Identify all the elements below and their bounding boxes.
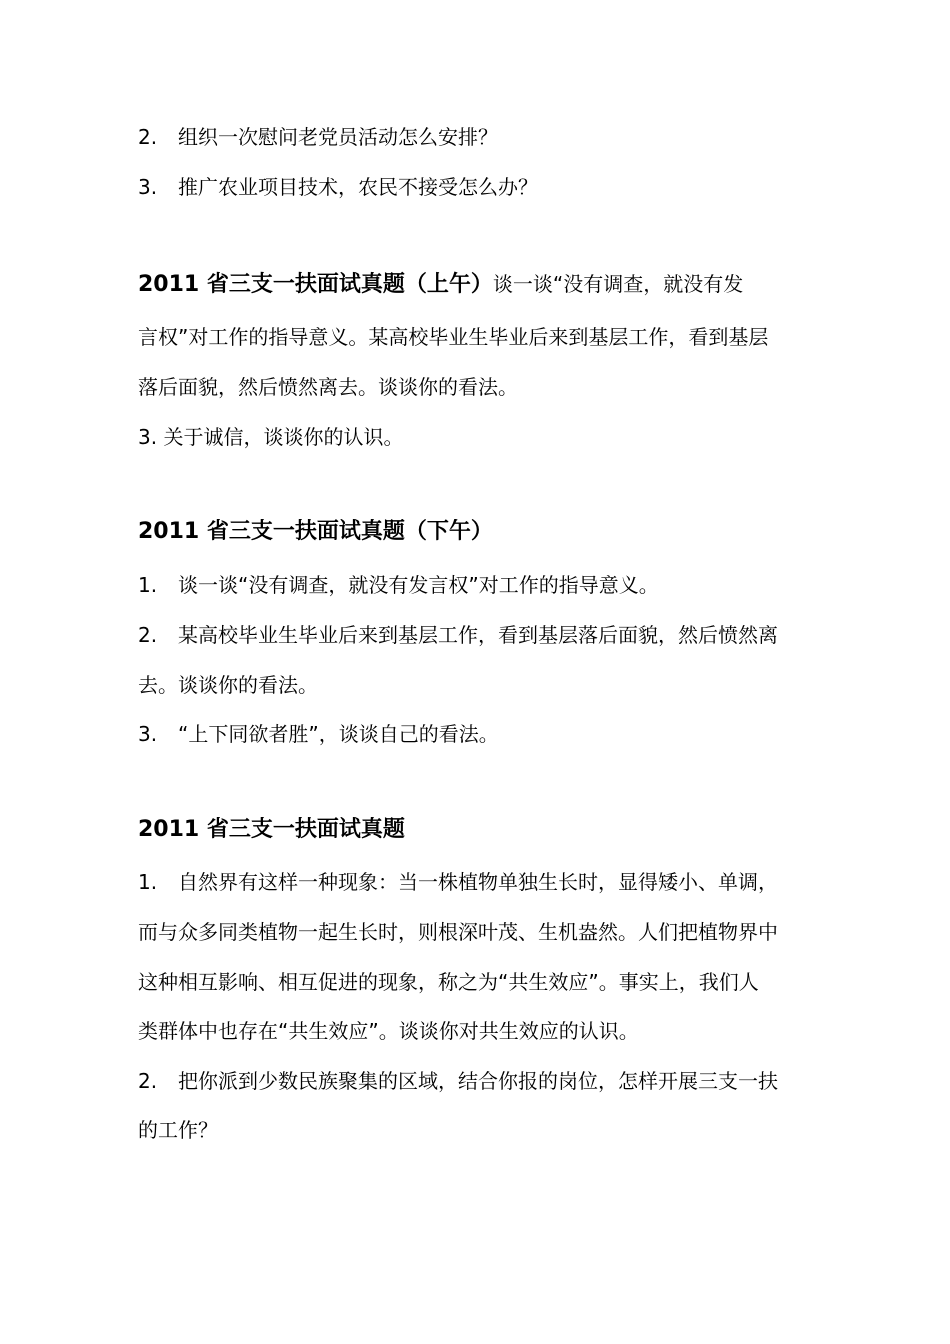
section-heading-morning (138, 271, 828, 298)
question-2 (138, 124, 828, 150)
question-text: 把你派到少数民族聚集的区域，结合你报的岗位，怎样开展三支一扶 (178, 1069, 778, 1093)
paragraph-line: 言权”对工作的指导意义。某高校毕业生毕业后来到基层工作，看到基层 (138, 325, 769, 349)
question-3-integrity: 3. 关于诚信，谈谈你的认识。 (138, 425, 404, 449)
paragraph-line: 这种相互影响、相互促进的现象，称之为“共生效应”。事实上，我们人 (138, 970, 759, 994)
section-title: 2011 省三支一扶面试真题（上午） (138, 272, 493, 297)
section-heading-afternoon: 2011 省三支一扶面试真题（下午） (138, 519, 493, 544)
paragraph-line: 类群体中也存在“共生效应”。谈谈你对共生效应的认识。 (138, 1019, 639, 1043)
list-item (138, 572, 828, 598)
paragraph-line: 去。谈谈你的看法。 (138, 673, 318, 697)
question-text: 某高校毕业生毕业后来到基层工作，看到基层落后面貌，然后愤然离 (178, 623, 778, 647)
list-item (138, 869, 828, 895)
question-number: 1. (138, 573, 158, 597)
question-number: 2. (138, 125, 158, 149)
question-text: “上下同欲者胜”，谈谈自己的看法。 (178, 722, 499, 746)
list-item (138, 721, 828, 747)
question-3 (138, 174, 828, 200)
paragraph-line: 落后面貌，然后愤然离去。谈谈你的看法。 (138, 375, 518, 399)
question-text: 谈一谈“没有调查，就没有发言权”对工作的指导意义。 (178, 573, 659, 597)
paragraph-line: 而与众多同类植物一起生长时，则根深叶茂、生机盎然。人们把植物界中 (138, 920, 778, 944)
question-number: 3. (138, 722, 158, 746)
question-text: 推广农业项目技术，农民不接受怎么办？ (178, 175, 538, 199)
question-text: 自然界有这样一种现象：当一株植物单独生长时，显得矮小、单调， (178, 870, 778, 894)
question-number: 2. (138, 623, 158, 647)
question-number: 3. (138, 175, 158, 199)
list-item (138, 622, 828, 648)
question-number: 2. (138, 1069, 158, 1093)
section-title-continuation: 谈一谈“没有调查，就没有发 (492, 272, 744, 296)
question-number: 1. (138, 870, 158, 894)
list-item (138, 1068, 828, 1094)
paragraph-line: 的工作？ (138, 1118, 218, 1142)
section-heading: 2011 省三支一扶面试真题 (138, 817, 405, 842)
question-text: 组织一次慰问老党员活动怎么安排？ (178, 125, 498, 149)
